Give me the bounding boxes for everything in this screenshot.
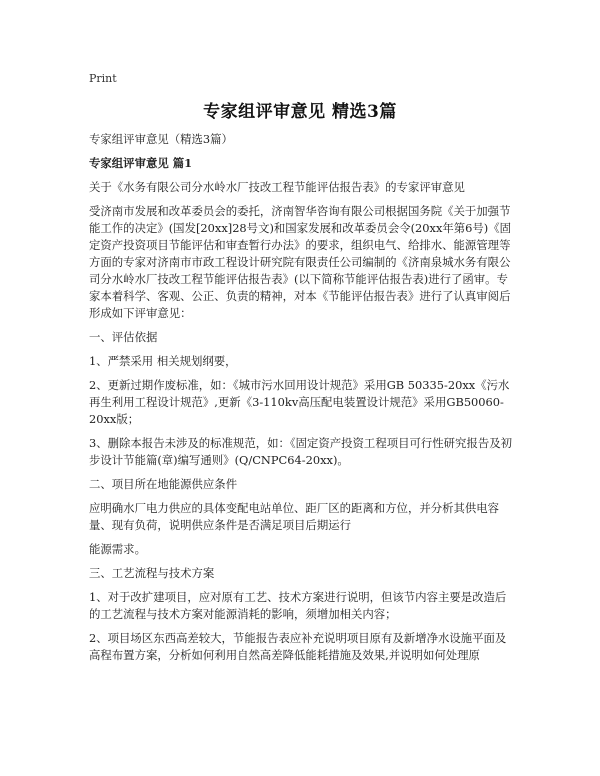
section-heading: 专家组评审意见 篇1	[89, 156, 193, 170]
section-1-item-1: 1、严禁采用 相关规划纲要，	[89, 354, 237, 368]
section-3-item-2: 2、项目场区东西高差较大，节能报告表应补充说明项目原有及新增净水设施平面及高程布置方案，分析如何利用自然高差降低能耗措施及效果,并说明如何处理原	[89, 631, 507, 662]
page-title: 专家组评审意见 精选3篇	[203, 102, 397, 122]
section-2-paragraph-2: 能源需求。	[89, 542, 146, 556]
about-line: 关于《水务有限公司分水岭水厂技改工程节能评估报告表》的专家评审意见	[89, 180, 465, 194]
document-body	[89, 131, 517, 664]
section-3-title: 三、工艺流程与技术方案	[89, 566, 215, 580]
section-3-item-1: 1、对于改扩建项目，应对原有工艺、技术方案进行说明，但该节内容主要是改造后的工艺流程与技术方案对能源消耗的影响，须增加相关内容；	[89, 590, 507, 621]
section-2-paragraph-1: 应明确水厂电力供应的具体变配电站单位、距厂区的距离和方位，并分析其供电容量、现有负荷，说明供应条件是否满足项目后期运行	[89, 501, 500, 532]
intro-paragraph: 受济南市发展和改革委员会的委托，济南智华咨询有限公司根据国务院《关于加强节能工作的决定》(国发[20xx]28号文)和国家发展和改革委员会令(20xx年第6号)《固定资产投资项目节能评估和审查暂行办法》的要求，组织电气、给排水、能源管理等方面的专家对济南市市政工程设计研究院有限责任公司编制的《济南泉城水务有限公司分水岭水厂技改工程节能评估报告表》(以下简称节能评估报告表)进行了函审。专家本着科学、客观、公正、负责的精神，对本《节能评估报告表》进行了认真审阅后形成如下评审意见：	[89, 204, 512, 320]
section-2-title: 二、项目所在地能源供应条件	[89, 477, 238, 491]
print-label[interactable]: Print	[89, 72, 117, 85]
subtitle: 专家组评审意见（精选3篇）	[89, 132, 233, 146]
section-1-item-2: 2、更新过期作废标准，如：《城市污水回用设计规范》采用GB 50335-20xx《污水再生利用工程设计规范》,更新《3-110kv高压配电装置设计规范》采用GB50060-20xx版；	[89, 378, 510, 426]
section-1-title: 一、评估依据	[89, 330, 158, 344]
section-1-item-3: 3、删除本报告未涉及的标准规范，如：《固定资产投资工程项目可行性研究报告及初步设计节能篇(章)编写通则》(Q/CNPC64-20xx)。	[89, 436, 513, 467]
